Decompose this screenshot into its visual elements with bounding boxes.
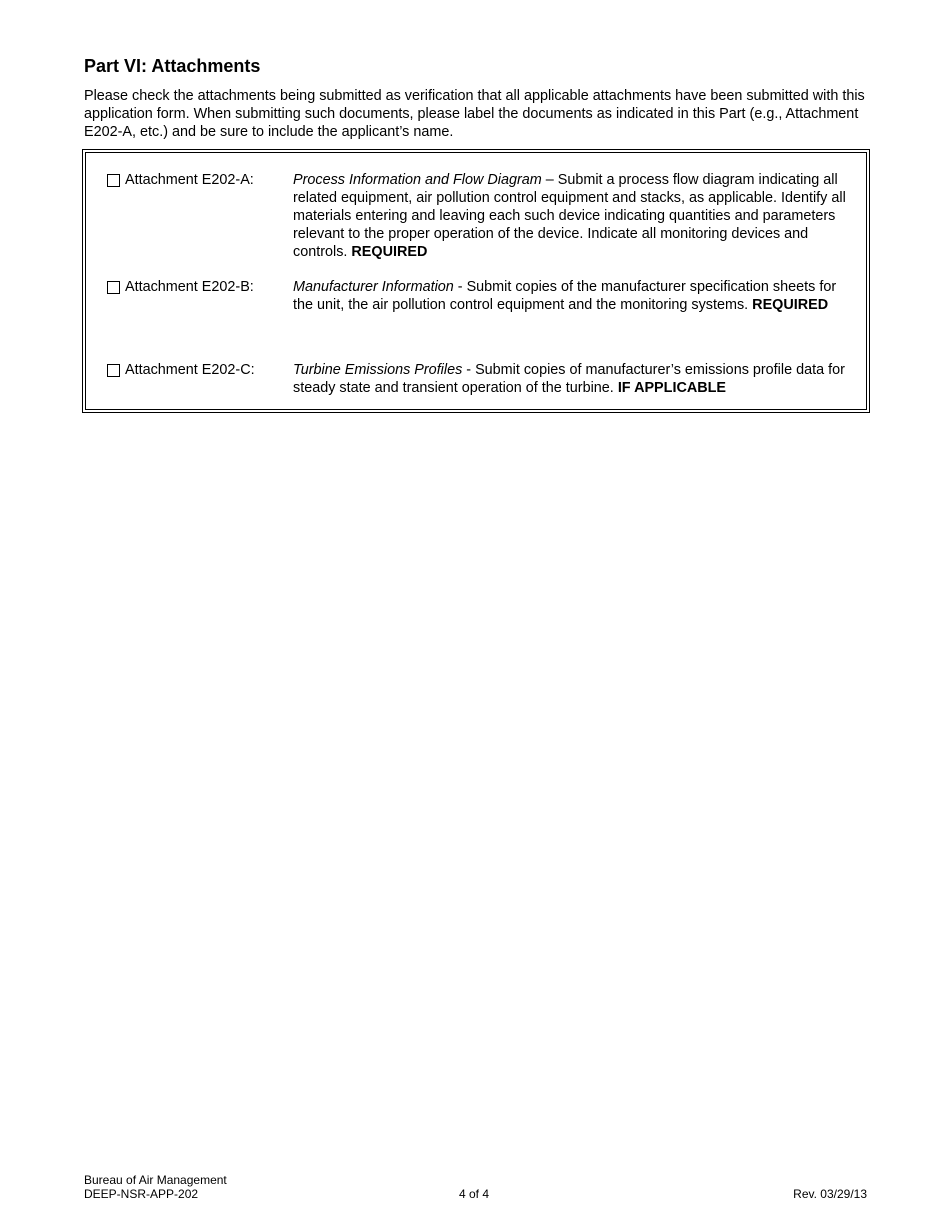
attachment-c-text: Submit copies of manufacturer’s emissions profile data for steady state and transient operation of the turbine.	[293, 362, 845, 396]
separator: -	[462, 362, 476, 378]
attachment-b-label: Attachment E202-B:	[125, 279, 254, 295]
attachment-a-checkbox[interactable]	[107, 174, 120, 187]
separator: –	[541, 172, 558, 188]
attachment-b-title: Manufacturer Information	[293, 279, 454, 295]
section-title: Part VI: Attachments	[84, 56, 261, 76]
attachment-b-description	[293, 278, 858, 314]
attachments-box	[82, 149, 870, 413]
attachment-a-text: Submit a process flow diagram indicating all related equipment, air pollution control equipment and stacks, as applicable. Identify all materials entering and leaving each such device indicating quantities and parameters relevant to the proper operation of the device. Indicate all monitoring devices and controls.	[293, 172, 846, 260]
footer-form-id: DEEP-NSR-APP-202	[84, 1187, 199, 1201]
attachment-label-group	[107, 171, 254, 189]
attachment-a-label: Attachment E202-A:	[125, 172, 254, 188]
attachment-c-title: Turbine Emissions Profiles	[293, 362, 463, 378]
attachment-c-description	[293, 361, 858, 397]
attachment-b-status: REQUIRED	[752, 297, 829, 313]
section-intro: Please check the attachments being submitted as verification that all applicable attachments have been submitted with this application form. When submitting such documents, please label the documents as indicated in this Part (e.g., Attachment E202-A, etc.) and be sure to include the applicant’s name.	[84, 88, 865, 140]
attachment-a-description	[293, 171, 858, 261]
attachment-c-checkbox[interactable]	[107, 364, 120, 377]
footer-left	[84, 1173, 227, 1201]
attachment-b-text: Submit copies of the manufacturer specification sheets for the unit, the air pollution control equipment and the monitoring systems.	[293, 279, 837, 313]
attachment-a-status: REQUIRED	[351, 244, 428, 260]
attachment-c-label: Attachment E202-C:	[125, 362, 255, 378]
separator: -	[453, 279, 467, 295]
footer-org: Bureau of Air Management	[84, 1173, 227, 1187]
footer-page-number: 4 of 4	[459, 1187, 490, 1201]
attachment-c-status: IF APPLICABLE	[617, 380, 727, 396]
attachment-a-title: Process Information and Flow Diagram	[293, 172, 542, 188]
attachment-b-checkbox[interactable]	[107, 281, 120, 294]
attachment-label-group	[107, 278, 254, 296]
attachment-label-group	[107, 361, 255, 379]
footer-revision: Rev. 03/29/13	[793, 1187, 867, 1201]
